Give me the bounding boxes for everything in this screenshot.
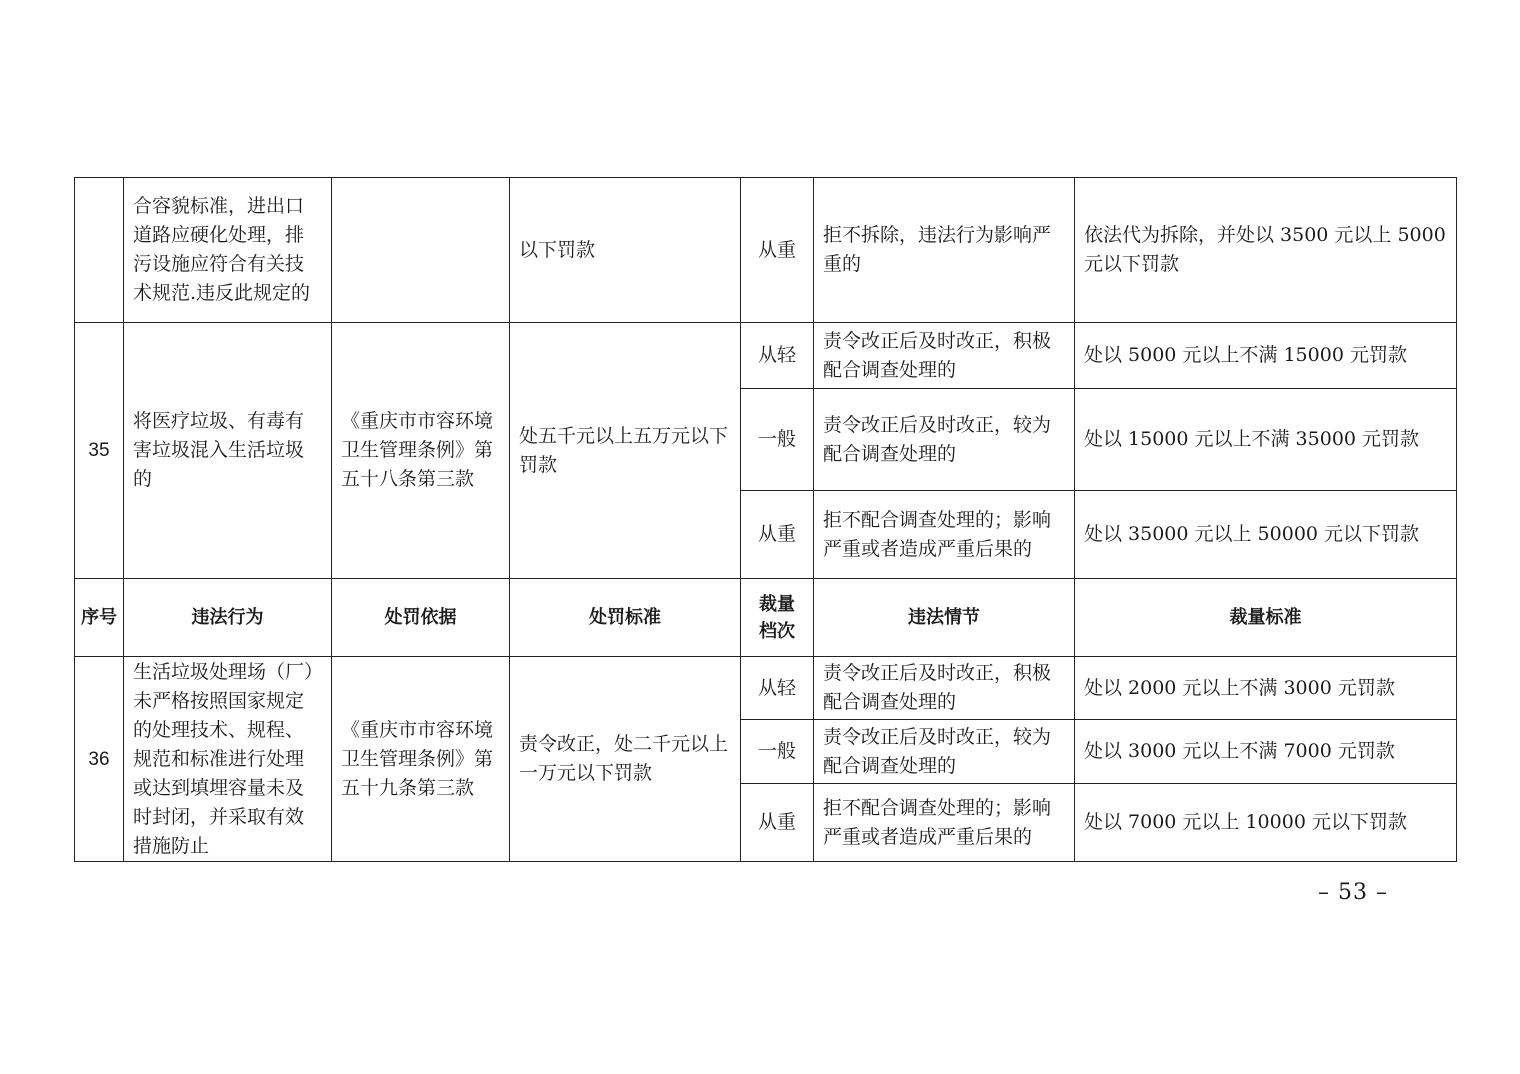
discretion-cell: 处以 5000 元以上不满 15000 元罚款	[1075, 323, 1457, 389]
penalty-discretion-table	[74, 177, 1457, 862]
seq-cell	[75, 178, 124, 323]
header-seq: 序号	[75, 579, 124, 657]
page-number: – 53 –	[1318, 880, 1388, 905]
header-circumstance: 违法情节	[814, 579, 1075, 657]
seq-cell: 36	[75, 657, 124, 862]
table-header-row	[75, 579, 1457, 657]
circumstance-cell: 拒不配合调查处理的；影响严重或者造成严重后果的	[814, 491, 1075, 579]
discretion-cell: 处以 3000 元以上不满 7000 元罚款	[1075, 720, 1457, 784]
discretion-cell: 依法代为拆除，并处以 3500 元以上 5000 元以下罚款	[1075, 178, 1457, 323]
tier-cell: 从重	[741, 784, 814, 862]
violation-cell: 生活垃圾处理场（厂）未严格按照国家规定的处理技术、规程、规范和标准进行处理或达到填埋容量未及时封闭，并采取有效措施防止	[124, 657, 332, 862]
tier-cell: 从重	[741, 178, 814, 323]
header-violation: 违法行为	[124, 579, 332, 657]
basis-cell: 《重庆市市容环境卫生管理条例》第五十八条第三款	[332, 323, 510, 579]
header-tier: 裁量档次	[741, 579, 814, 657]
basis-cell	[332, 178, 510, 323]
circumstance-cell: 拒不拆除，违法行为影响严重的	[814, 178, 1075, 323]
discretion-cell: 处以 15000 元以上不满 35000 元罚款	[1075, 389, 1457, 491]
tier-cell: 从轻	[741, 323, 814, 389]
tier-cell: 一般	[741, 720, 814, 784]
header-basis: 处罚依据	[332, 579, 510, 657]
discretion-cell: 处以 35000 元以上 50000 元以下罚款	[1075, 491, 1457, 579]
violation-cell: 将医疗垃圾、有毒有害垃圾混入生活垃圾的	[124, 323, 332, 579]
tier-cell: 一般	[741, 389, 814, 491]
tier-cell: 从轻	[741, 657, 814, 720]
circumstance-cell: 责令改正后及时改正，较为配合调查处理的	[814, 720, 1075, 784]
standard-cell: 责令改正，处二千元以上一万元以下罚款	[510, 657, 741, 862]
header-standard: 处罚标准	[510, 579, 741, 657]
violation-cell: 合容貌标准，进出口道路应硬化处理，排污设施应符合有关技术规范.违反此规定的	[124, 178, 332, 323]
standard-cell: 处五千元以上五万元以下罚款	[510, 323, 741, 579]
discretion-cell: 处以 2000 元以上不满 3000 元罚款	[1075, 657, 1457, 720]
table-row-35-level-1	[75, 323, 1457, 389]
header-discretion: 裁量标准	[1075, 579, 1457, 657]
discretion-cell: 处以 7000 元以上 10000 元以下罚款	[1075, 784, 1457, 862]
seq-cell: 35	[75, 323, 124, 579]
circumstance-cell: 责令改正后及时改正，积极配合调查处理的	[814, 657, 1075, 720]
circumstance-cell: 拒不配合调查处理的；影响严重或者造成严重后果的	[814, 784, 1075, 862]
standard-cell: 以下罚款	[510, 178, 741, 323]
basis-cell: 《重庆市市容环境卫生管理条例》第五十九条第三款	[332, 657, 510, 862]
circumstance-cell: 责令改正后及时改正，较为配合调查处理的	[814, 389, 1075, 491]
circumstance-cell: 责令改正后及时改正，积极配合调查处理的	[814, 323, 1075, 389]
tier-cell: 从重	[741, 491, 814, 579]
table-row-36-level-1	[75, 657, 1457, 720]
table-row-carryover	[75, 178, 1457, 323]
